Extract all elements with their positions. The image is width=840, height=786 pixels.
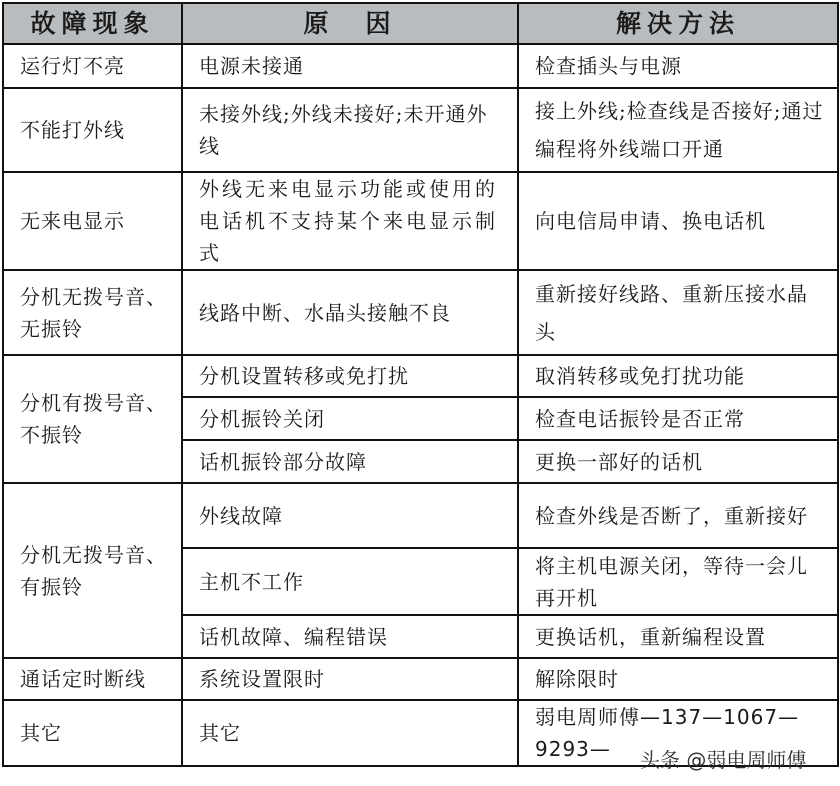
solution-cell: 重新接好线路、重新压接水晶头 [518,270,838,355]
solution-cell: 将主机电源关闭，等待一会儿再开机 [518,548,838,615]
cause-cell: 外线无来电显示功能或使用的电话机不支持某个来电显示制式 [182,172,518,270]
table-row [3,355,838,397]
contact-cell: 弱电周师傅—137—1067—9293— [518,700,838,766]
solution-cell: 向电信局申请、换电话机 [518,172,838,270]
symptom-cell: 通话定时断线 [3,658,182,700]
cause-cell: 电源未接通 [182,44,518,88]
header-symptom: 故障现象 [3,3,182,44]
cause-cell: 分机设置转移或免打扰 [182,355,518,397]
symptom-cell: 其它 [3,700,182,766]
solution-cell: 更换话机，重新编程设置 [518,615,838,658]
troubleshooting-table [2,2,839,767]
table-row [3,483,838,548]
table-row [3,88,838,172]
symptom-cell: 无来电显示 [3,172,182,270]
symptom-cell: 分机有拨号音、不振铃 [3,355,182,483]
cause-cell: 话机振铃部分故障 [182,440,518,483]
watermark: 头条 @弱电周师傅 [640,748,807,772]
cause-cell: 其它 [182,700,518,766]
solution-cell: 取消转移或免打扰功能 [518,355,838,397]
solution-cell: 检查电话振铃是否正常 [518,397,838,440]
symptom-cell: 分机无拨号音、有振铃 [3,483,182,658]
symptom-cell: 不能打外线 [3,88,182,172]
cause-cell: 外线故障 [182,483,518,548]
cause-cell: 系统设置限时 [182,658,518,700]
cause-cell: 未接外线;外线未接好;未开通外线 [182,88,518,172]
cause-cell: 线路中断、水晶头接触不良 [182,270,518,355]
symptom-cell: 分机无拨号音、无振铃 [3,270,182,355]
solution-cell: 接上外线;检查线是否接好;通过编程将外线端口开通 [518,88,838,172]
table-row [3,44,838,88]
solution-cell: 检查外线是否断了，重新接好 [518,483,838,548]
cause-cell: 主机不工作 [182,548,518,615]
cause-cell: 话机故障、编程错误 [182,615,518,658]
solution-cell: 更换一部好的话机 [518,440,838,483]
cause-cell: 分机振铃关闭 [182,397,518,440]
header-row [3,3,838,44]
solution-cell: 检查插头与电源 [518,44,838,88]
symptom-cell: 运行灯不亮 [3,44,182,88]
table-row [3,270,838,355]
table-row [3,172,838,270]
header-cause: 原 因 [182,3,518,44]
solution-cell: 解除限时 [518,658,838,700]
header-solution: 解决方法 [518,3,838,44]
table-row [3,658,838,700]
